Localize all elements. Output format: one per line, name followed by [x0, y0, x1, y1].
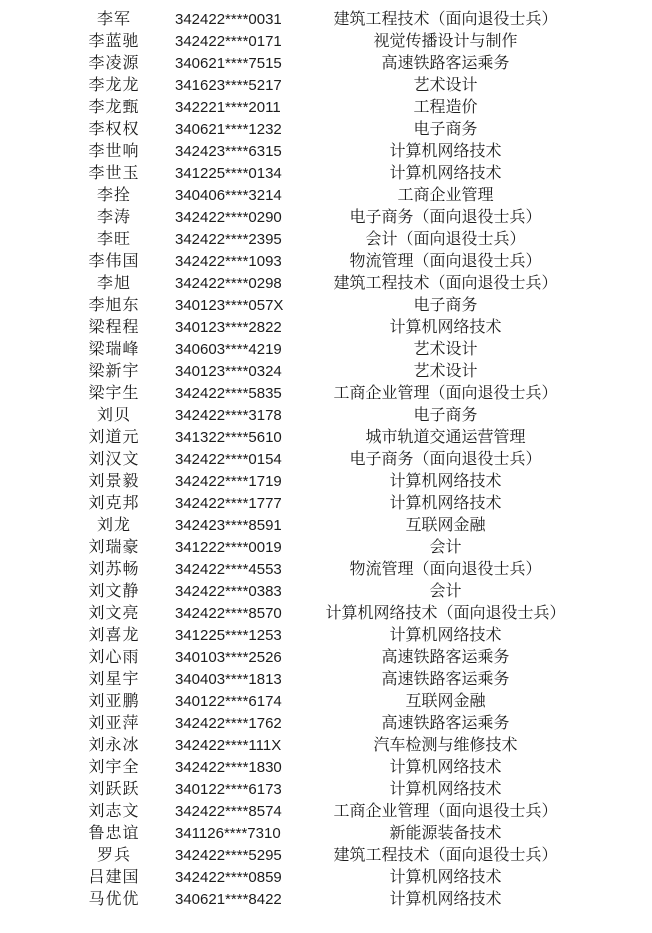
- student-id: 340403****1813: [175, 671, 282, 688]
- table-row: [0, 405, 652, 427]
- major-name: 计算机网络技术: [389, 495, 502, 512]
- table-row: [0, 207, 652, 229]
- student-name: 刘贝: [96, 407, 131, 424]
- major-name: 工商企业管理（面向退役士兵）: [333, 803, 558, 820]
- major-name: 工程造价: [413, 99, 478, 116]
- table-row: [0, 427, 652, 449]
- table-row: [0, 273, 652, 295]
- student-id: 340122****6174: [175, 693, 282, 710]
- table-row: [0, 713, 652, 735]
- student-id: 342422****5835: [175, 385, 282, 402]
- student-name: 李旺: [96, 231, 131, 248]
- student-id: 342422****1762: [175, 715, 282, 732]
- student-name: 刘星宇: [88, 671, 140, 688]
- major-name: 计算机网络技术: [389, 143, 502, 160]
- major-name: 电子商务: [413, 121, 478, 138]
- table-row: [0, 471, 652, 493]
- student-name: 李蓝驰: [88, 33, 140, 50]
- student-id: 342422****2395: [175, 231, 282, 248]
- table-row: [0, 317, 652, 339]
- student-id: 342422****1093: [175, 253, 282, 270]
- student-name: 刘汉文: [88, 451, 140, 468]
- major-name: 互联网金融: [405, 517, 486, 534]
- major-name: 建筑工程技术（面向退役士兵）: [333, 847, 558, 864]
- student-id: 342422****5295: [175, 847, 282, 864]
- major-name: 计算机网络技术: [389, 891, 502, 908]
- major-name: 建筑工程技术（面向退役士兵）: [333, 275, 558, 292]
- student-name: 李旭: [96, 275, 131, 292]
- major-name: 物流管理（面向退役士兵）: [349, 561, 542, 578]
- major-name: 会计: [429, 583, 462, 600]
- major-name: 电子商务: [413, 297, 478, 314]
- major-name: 高速铁路客运乘务: [381, 715, 510, 732]
- student-id: 342422****0154: [175, 451, 282, 468]
- major-name: 电子商务（面向退役士兵）: [349, 451, 542, 468]
- student-id: 341225****1253: [175, 627, 282, 644]
- major-name: 计算机网络技术: [389, 869, 502, 886]
- student-id: 342422****111X: [175, 737, 282, 754]
- table-row: [0, 801, 652, 823]
- table-row: [0, 383, 652, 405]
- table-row: [0, 163, 652, 185]
- table-row: [0, 141, 652, 163]
- major-name: 高速铁路客运乘务: [381, 649, 510, 666]
- student-name: 刘永冰: [88, 737, 140, 754]
- major-name: 互联网金融: [405, 693, 486, 710]
- major-name: 计算机网络技术: [389, 627, 502, 644]
- major-name: 高速铁路客运乘务: [381, 55, 510, 72]
- student-id: 340123****057X: [175, 297, 284, 314]
- major-name: 电子商务: [413, 407, 478, 424]
- student-id: 342221****2011: [175, 99, 281, 116]
- student-id: 341322****5610: [175, 429, 282, 446]
- major-name: 艺术设计: [413, 363, 478, 380]
- major-name: 计算机网络技术: [389, 473, 502, 490]
- table-row: [0, 735, 652, 757]
- student-name: 李旭东: [88, 297, 140, 314]
- student-name: 刘宇全: [88, 759, 140, 776]
- student-name: 李伟国: [88, 253, 140, 270]
- student-id: 342422****0171: [175, 33, 282, 50]
- table-row: [0, 779, 652, 801]
- major-name: 计算机网络技术（面向退役士兵）: [325, 605, 566, 622]
- student-name: 梁程程: [88, 319, 140, 336]
- table-row: [0, 75, 652, 97]
- student-name: 刘克邦: [88, 495, 140, 512]
- student-id: 342422****0298: [175, 275, 282, 292]
- student-id: 342423****8591: [175, 517, 282, 534]
- table-row: [0, 823, 652, 845]
- table-row: [0, 691, 652, 713]
- major-name: 艺术设计: [413, 77, 478, 94]
- student-name: 罗兵: [96, 847, 131, 864]
- student-id: 342422****1777: [175, 495, 282, 512]
- table-row: [0, 515, 652, 537]
- major-name: 物流管理（面向退役士兵）: [349, 253, 542, 270]
- student-id: 340103****2526: [175, 649, 282, 666]
- major-name: 会计（面向退役士兵）: [365, 231, 526, 248]
- student-name: 刘志文: [88, 803, 140, 820]
- major-name: 计算机网络技术: [389, 319, 502, 336]
- table-row: [0, 361, 652, 383]
- table-row: [0, 449, 652, 471]
- student-name: 梁宇生: [88, 385, 140, 402]
- student-name: 刘亚鹏: [88, 693, 140, 710]
- student-name: 李涛: [96, 209, 131, 226]
- student-name: 李拴: [96, 187, 131, 204]
- student-name: 刘景毅: [88, 473, 140, 490]
- table-row: [0, 31, 652, 53]
- student-name: 刘苏畅: [88, 561, 140, 578]
- table-row: [0, 295, 652, 317]
- student-id: 342422****1830: [175, 759, 282, 776]
- major-name: 艺术设计: [413, 341, 478, 358]
- student-name: 梁新宇: [88, 363, 140, 380]
- major-name: 工商企业管理（面向退役士兵）: [333, 385, 558, 402]
- table-row: [0, 9, 652, 31]
- student-id: 340603****4219: [175, 341, 282, 358]
- student-id: 342423****6315: [175, 143, 282, 160]
- student-name: 李权权: [88, 121, 140, 138]
- table-row: [0, 647, 652, 669]
- student-id: 342422****8574: [175, 803, 282, 820]
- table-row: [0, 559, 652, 581]
- major-name: 视觉传播设计与制作: [373, 33, 518, 50]
- table-row: [0, 845, 652, 867]
- table-row: [0, 251, 652, 273]
- major-name: 计算机网络技术: [389, 165, 502, 182]
- student-name: 刘跃跃: [88, 781, 140, 798]
- major-name: 电子商务（面向退役士兵）: [349, 209, 542, 226]
- table-row: [0, 229, 652, 251]
- major-name: 会计: [429, 539, 462, 556]
- student-id: 342422****8570: [175, 605, 282, 622]
- major-name: 建筑工程技术（面向退役士兵）: [333, 11, 558, 28]
- student-name: 刘文亮: [88, 605, 140, 622]
- student-name: 刘道元: [88, 429, 140, 446]
- student-name: 李军: [96, 11, 131, 28]
- student-id: 340621****8422: [175, 891, 282, 908]
- student-name: 马优优: [88, 891, 140, 908]
- major-name: 城市轨道交通运营管理: [365, 429, 526, 446]
- student-name: 刘文静: [88, 583, 140, 600]
- student-id: 342422****0031: [175, 11, 282, 28]
- student-id: 341623****5217: [175, 77, 282, 94]
- table-row: [0, 185, 652, 207]
- major-name: 计算机网络技术: [389, 759, 502, 776]
- table-row: [0, 97, 652, 119]
- student-name: 李龙龙: [88, 77, 140, 94]
- major-name: 高速铁路客运乘务: [381, 671, 510, 688]
- table-row: [0, 53, 652, 75]
- student-id: 342422****0290: [175, 209, 282, 226]
- student-name: 李龙甄: [88, 99, 140, 116]
- student-id: 340621****7515: [175, 55, 282, 72]
- student-id: 340621****1232: [175, 121, 282, 138]
- table-row: [0, 603, 652, 625]
- student-name: 刘喜龙: [88, 627, 140, 644]
- student-name: 吕建国: [88, 869, 140, 886]
- student-name: 刘心雨: [88, 649, 140, 666]
- student-name: 李世玉: [88, 165, 140, 182]
- student-id: 341126****7310: [175, 825, 281, 842]
- table-row: [0, 339, 652, 361]
- table-row: [0, 581, 652, 603]
- major-name: 新能源装备技术: [389, 825, 502, 842]
- student-name: 李世响: [88, 143, 140, 160]
- table-row: [0, 537, 652, 559]
- table-row: [0, 669, 652, 691]
- table-row: [0, 119, 652, 141]
- student-name: 梁瑞峰: [88, 341, 140, 358]
- student-name: 刘瑞豪: [88, 539, 140, 556]
- table-row: [0, 757, 652, 779]
- student-id: 342422****3178: [175, 407, 282, 424]
- student-id: 340406****3214: [175, 187, 282, 204]
- student-id: 340122****6173: [175, 781, 282, 798]
- student-id: 340123****2822: [175, 319, 282, 336]
- student-name: 刘龙: [96, 517, 131, 534]
- major-name: 工商企业管理: [397, 187, 494, 204]
- student-id: 340123****0324: [175, 363, 282, 380]
- table-row: [0, 867, 652, 889]
- student-name: 刘亚萍: [88, 715, 140, 732]
- student-id: 342422****1719: [175, 473, 282, 490]
- student-id: 342422****4553: [175, 561, 282, 578]
- table-row: [0, 889, 652, 911]
- student-id: 341222****0019: [175, 539, 282, 556]
- student-name: 鲁忠谊: [88, 825, 140, 842]
- table-row: [0, 493, 652, 515]
- student-id: 342422****0859: [175, 869, 282, 886]
- student-name: 李凌源: [88, 55, 140, 72]
- major-name: 汽车检测与维修技术: [373, 737, 518, 754]
- student-id: 342422****0383: [175, 583, 282, 600]
- student-id: 341225****0134: [175, 165, 282, 182]
- major-name: 计算机网络技术: [389, 781, 502, 798]
- table-row: [0, 625, 652, 647]
